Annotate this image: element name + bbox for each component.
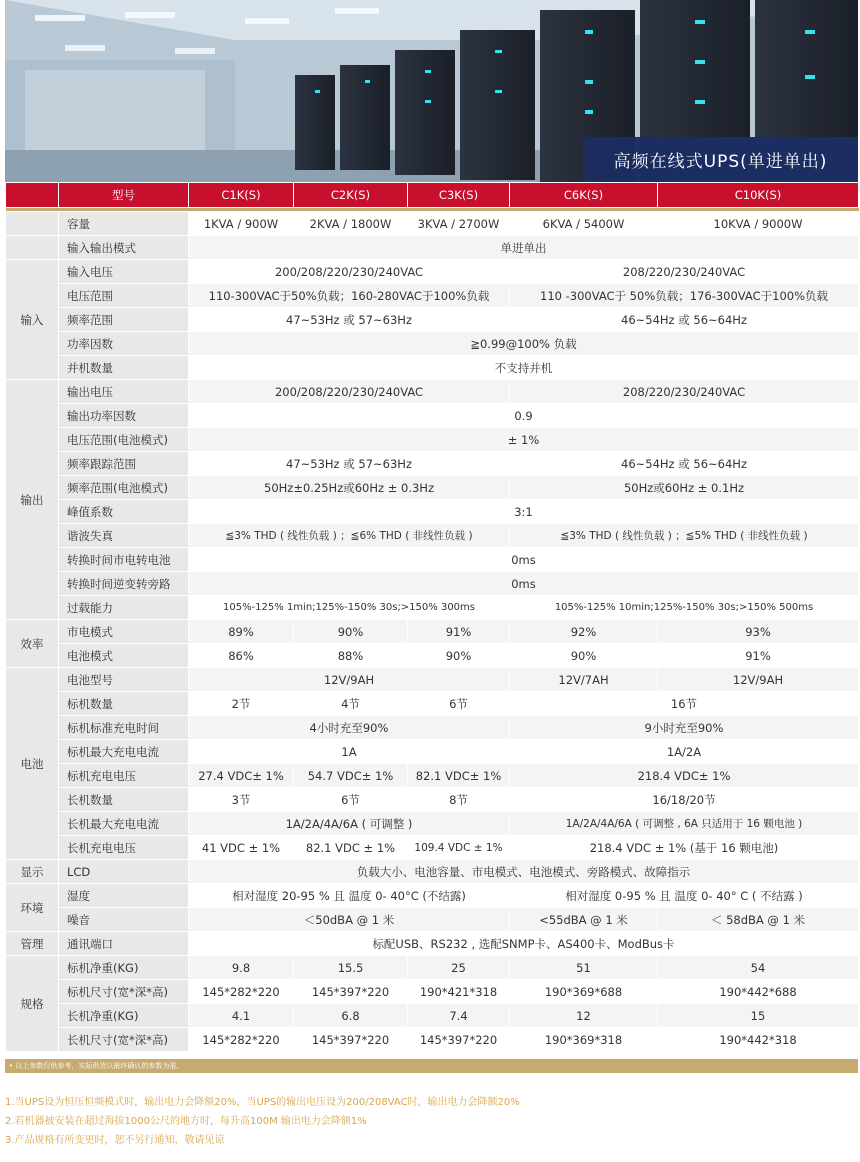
table-row: 电压范围 110-300VAC于50%负载；160-280VAC于100%负载 110 -300VAC于 50%负载；176-300VAC于100%负载	[6, 284, 859, 308]
category-input: 输入	[6, 260, 59, 380]
model-c6k: C6K(S)	[510, 183, 658, 208]
table-row: 容量 1KVA / 900W 2KVA / 1800W 3KVA / 2700W 6KVA / 5400W 10KVA / 9000W	[6, 212, 859, 236]
table-header-row	[6, 183, 859, 208]
model-c1k: C1K(S)	[189, 183, 294, 208]
table-row: 管理 通讯端口 标配USB、RS232 , 选配SNMP卡、AS400卡、ModBus卡	[6, 932, 859, 956]
table-row: 输出 输出电压 200/208/220/230/240VAC 208/220/230/240VAC	[6, 380, 859, 404]
table-row: 转换时间市电转电池 0ms	[6, 548, 859, 572]
table-row: 长机数量 3节 6节 8节 16/18/20节	[6, 788, 859, 812]
footnote-bar: • 以上参数仅供参考，实际供货以最终确认的参数为准。	[5, 1059, 858, 1073]
server-room-banner	[5, 0, 858, 182]
table-row: 输出功率因数 0.9	[6, 404, 859, 428]
model-c10k: C10K(S)	[658, 183, 859, 208]
table-row: 并机数量 不支持并机	[6, 356, 859, 380]
table-row: 功率因数 ≧0.99@100% 负载	[6, 332, 859, 356]
table-row: 转换时间逆变转旁路 0ms	[6, 572, 859, 596]
table-row: 显示 LCD 负载大小、电池容量、市电模式、电池模式、旁路模式、故障指示	[6, 860, 859, 884]
table-row: 环境 湿度 相对湿度 20-95 % 且 温度 0- 40°C (不结露) 相对湿度 0-95 % 且 温度 0- 40° C ( 不结露 )	[6, 884, 859, 908]
category-battery: 电池	[6, 668, 59, 860]
table-row: 长机充电电压 41 VDC ± 1% 82.1 VDC ± 1% 109.4 VDC ± 1% 218.4 VDC ± 1% (基于 16 颗电池)	[6, 836, 859, 860]
category-efficiency: 效率	[6, 620, 59, 668]
header-label: 型号	[59, 183, 189, 208]
note-2: 2.若机器被安装在超过海拔1000公尺的地方时，每升高100M 输出电力会降额1%	[5, 1116, 367, 1127]
table-row: 谐波失真 ≦3% THD ( 线性负载 ) ；≦6% THD ( 非线性负载 ) ≦3% THD ( 线性负载 ) ；≦5% THD ( 非线性负载 )	[6, 524, 859, 548]
category-environment: 环境	[6, 884, 59, 932]
category-spec: 规格	[6, 956, 59, 1052]
category-output: 输出	[6, 380, 59, 620]
note-3: 3.产品规格有所变更时，恕不另行通知，敬请见谅	[5, 1135, 225, 1146]
model-c3k: C3K(S)	[408, 183, 510, 208]
category-display: 显示	[6, 860, 59, 884]
note-1: 1.当UPS设为恒压恒频模式时，输出电力会降额20%，当UPS的输出电压设为200/208VAC时，输出电力会降额20%	[5, 1097, 520, 1108]
notes	[5, 1093, 520, 1150]
table-row: 长机最大充电电流 1A/2A/4A/6A ( 可调整 ) 1A/2A/4A/6A ( 可调整 , 6A 只适用于 16 颗电池 )	[6, 812, 859, 836]
table-row: 电压范围(电池模式) ± 1%	[6, 428, 859, 452]
table-row: 标机标准充电时间 4小时充至90% 9小时充至90%	[6, 716, 859, 740]
table-row: 过载能力 105%-125% 1min;125%-150% 30s;>150% 300ms 105%-125% 10min;125%-150% 30s;>150% 500ms	[6, 596, 859, 620]
table-row: 峰值系数 3:1	[6, 500, 859, 524]
table-row: 标机最大充电电流 1A 1A/2A	[6, 740, 859, 764]
table-row: 长机净重(KG) 4.1 6.8 7.4 12 15	[6, 1004, 859, 1028]
table-row: 效率 市电模式 89% 90% 91% 92% 93%	[6, 620, 859, 644]
table-row: 电池模式 86% 88% 90% 90% 91%	[6, 644, 859, 668]
table-row: 频率范围(电池模式) 50Hz±0.25Hz或60Hz ± 0.3Hz 50Hz或60Hz ± 0.1Hz	[6, 476, 859, 500]
table-row: 规格 标机净重(KG) 9.8 15.5 25 51 54	[6, 956, 859, 980]
table-row: 频率跟踪范围 47~53Hz 或 57~63Hz 46~54Hz 或 56~64Hz	[6, 452, 859, 476]
table-row: 噪音 ＜50dBA @ 1 米 <55dBA @ 1 米 ＜ 58dBA @ 1 米	[6, 908, 859, 932]
category-management: 管理	[6, 932, 59, 956]
banner-title-box	[583, 137, 858, 182]
table-row: 标机充电电压 27.4 VDC± 1% 54.7 VDC± 1% 82.1 VDC± 1% 218.4 VDC± 1%	[6, 764, 859, 788]
banner-title: 高频在线式UPS(单进单出)	[613, 152, 828, 172]
table-row: 标机尺寸(宽*深*高) 145*282*220 145*397*220 190*421*318 190*369*688 190*442*688	[6, 980, 859, 1004]
table-row: 输入输出模式 单进单出	[6, 236, 859, 260]
table-row: 标机数量 2节 4节 6节 16节	[6, 692, 859, 716]
table-row: 频率范围 47~53Hz 或 57~63Hz 46~54Hz 或 56~64Hz	[6, 308, 859, 332]
table-row: 输入 输入电压 200/208/220/230/240VAC 208/220/230/240VAC	[6, 260, 859, 284]
model-c2k: C2K(S)	[294, 183, 408, 208]
spec-table	[5, 182, 859, 1052]
table-row: 长机尺寸(宽*深*高) 145*282*220 145*397*220 145*397*220 190*369*318 190*442*318	[6, 1028, 859, 1052]
table-row: 电池 电池型号 12V/9AH 12V/7AH 12V/9AH	[6, 668, 859, 692]
